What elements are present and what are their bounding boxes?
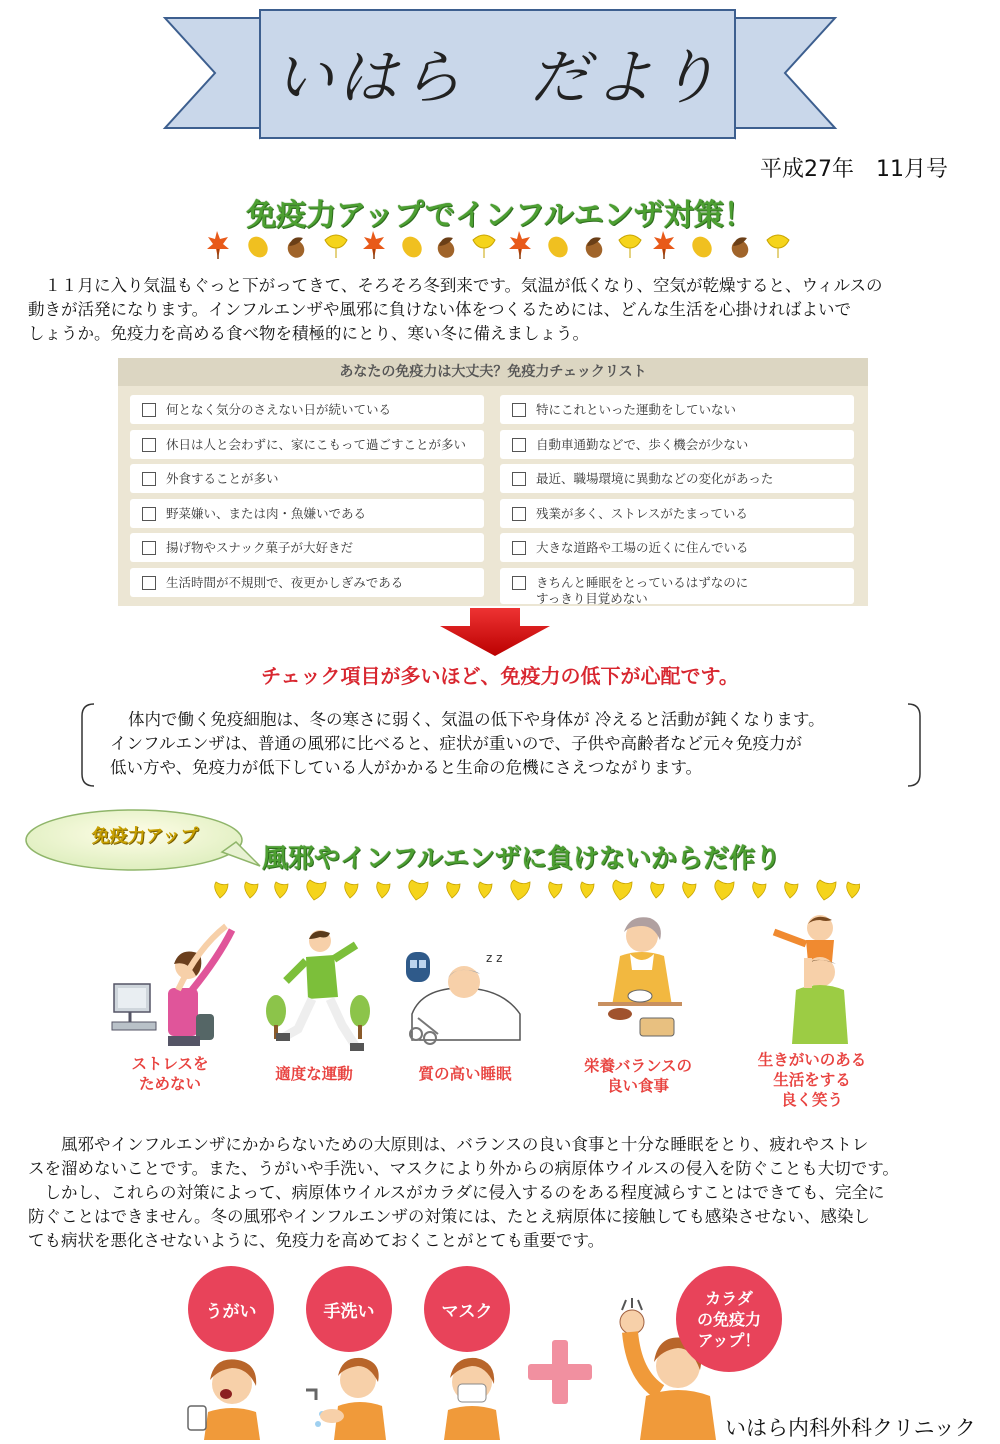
checkbox-icon[interactable] (142, 403, 156, 417)
checkbox-icon[interactable] (142, 507, 156, 521)
tip-label: ストレスを ためない (131, 1055, 209, 1093)
intro-line: 動きが活発になります。インフルエンザや風邪に負けない体をつくるためには、どんな生活を心掛ければよいで (28, 300, 852, 319)
red-down-arrow-icon (440, 608, 550, 656)
explanation-line: 低い方や、免疫力が低下している人がかかると生命の危機にさえつながります。 (110, 758, 703, 777)
immunity-checklist (118, 358, 868, 606)
acorn-icon (435, 235, 458, 260)
gargling-woman-illustration (186, 1350, 274, 1440)
acorn-icon (285, 235, 308, 260)
checklist-item[interactable]: 揚げ物やスナック菓子が大好きだ (130, 533, 484, 562)
checklist-item[interactable]: 休日は人と会わずに、家にこもって過ごすことが多い (130, 430, 484, 459)
issue-date: 平成27年 11月号 (760, 157, 948, 182)
section2-heading: 風邪やインフルエンザに負けないからだ作り (262, 844, 781, 874)
tip-label: 質の高い睡眠 (418, 1065, 512, 1083)
checklist-item[interactable]: 大きな道路や工場の近くに住んでいる (500, 533, 854, 562)
tip-label: 生きがいのある 生活をする 良く笑う (757, 1051, 867, 1109)
jogging-man-illustration (262, 925, 374, 1055)
checkbox-icon[interactable] (512, 541, 526, 555)
handwashing-woman-illustration (302, 1350, 394, 1440)
checklist-item[interactable]: 残業が多く、ストレスがたまっている (500, 499, 854, 528)
explanation-line: 体内で働く免疫細胞は、冬の寒さに弱く、気温の低下や身体が 冷えると活動が鈍くなります。 (128, 710, 825, 729)
checkbox-icon[interactable] (512, 438, 526, 452)
checklist-item[interactable]: 特にこれといった運動をしていない (500, 395, 854, 424)
ginkgo-leaf-icon (619, 235, 641, 258)
maple-leaf-icon (653, 231, 675, 259)
sleeping-man-illustration (402, 948, 524, 1048)
leaf-icon (688, 233, 715, 260)
maple-leaf-icon (207, 231, 229, 259)
ginkgo-leaf-border (210, 878, 860, 902)
checkbox-icon[interactable] (142, 438, 156, 452)
ginkgo-leaf-icon (767, 235, 789, 258)
ginkgo-leaf-icon (473, 235, 495, 258)
leaf-icon (244, 233, 271, 260)
eating-woman-illustration (590, 910, 690, 1050)
handwash-circle: 手洗い (306, 1266, 392, 1352)
checklist-item[interactable]: 野菜嫌い、または肉・魚嫌いである (130, 499, 484, 528)
checkbox-icon[interactable] (512, 403, 526, 417)
checklist-item[interactable]: 生活時間が不規則で、夜更かしぎみである (130, 568, 484, 597)
svg-text:z z: z z (486, 951, 503, 965)
maple-leaf-icon (509, 231, 531, 259)
plus-icon (528, 1340, 592, 1404)
checkbox-icon[interactable] (512, 507, 526, 521)
newsletter-title: いはら だより (273, 43, 722, 113)
checklist-right-column (500, 395, 854, 609)
maple-leaf-icon (363, 231, 385, 259)
gargle-circle: うがい (188, 1266, 274, 1352)
body-line: しかし、これらの対策によって、病原体ウイルスがカラダに侵入するのをある程度減らすことはできても、完全に (28, 1183, 885, 1202)
body-line: 風邪やインフルエンザにかからないための大原則は、バランスの良い食事と十分な睡眠をとり、疲れやストレ (28, 1135, 869, 1154)
checklist-title: あなたの免疫力は大丈夫？免疫力チェックリスト (118, 358, 868, 386)
ginkgo-leaf-icon (325, 235, 347, 258)
checklist-item[interactable]: 最近、職場環境に異動などの変化があった (500, 464, 854, 493)
body-line: ても病状を悪化させないように、免疫力を高めておくことがとても重要です。 (28, 1231, 605, 1250)
intro-paragraph (28, 274, 978, 346)
leaf-icon (544, 233, 571, 260)
bubble-label: 免疫力アップ (91, 826, 199, 847)
warning-text: チェック項目が多いほど、免疫力の低下が心配です。 (261, 664, 739, 688)
masked-woman-illustration (434, 1350, 510, 1440)
intro-line: しょうか。免疫力を高める食べ物を積極的にとり、寒い冬に備えましょう。 (28, 324, 589, 343)
tip-label: 栄養バランスの 良い食事 (583, 1057, 693, 1095)
stretching-woman-illustration (108, 918, 243, 1048)
acorn-icon (583, 235, 606, 260)
autumn-leaf-border (205, 230, 795, 260)
clinic-name: いはら内科外科クリニック (725, 1416, 976, 1440)
checkbox-icon[interactable] (142, 541, 156, 555)
checkbox-icon[interactable] (142, 472, 156, 486)
leaf-icon (398, 233, 425, 260)
checklist-left-column (130, 395, 484, 602)
checkbox-icon[interactable] (142, 576, 156, 590)
explanation-line: インフルエンザは、普通の風邪に比べると、症状が重いので、子供や高齢者など元々免疫力が (110, 734, 803, 753)
checkbox-icon[interactable] (512, 472, 526, 486)
intro-line: １１月に入り気温もぐっと下がってきて、そろそろ冬到来です。気温が低くなり、空気が乾燥すると、ウィルスの (28, 276, 883, 295)
body-line: 防ぐことはできません。冬の風邪やインフルエンザの対策には、たとえ病原体に接触しても感染させない、感染し (28, 1207, 870, 1226)
immunity-up-circle: カラダ の免疫力 アップ！ (676, 1266, 782, 1372)
checklist-item[interactable]: 外食することが多い (130, 464, 484, 493)
acorn-icon (729, 235, 752, 260)
body-line: スを溜めないことです。また、うがいや手洗い、マスクにより外からの病原体ウイルスの侵入を防ぐことも大切です。 (28, 1159, 899, 1178)
checklist-item[interactable]: 自動車通勤などで、歩く機会が少ない (500, 430, 854, 459)
father-child-illustration (768, 910, 868, 1048)
body-paragraph (28, 1133, 983, 1253)
explanation-paragraph (110, 708, 910, 780)
main-heading: 免疫力アップでインフルエンザ対策！ (246, 198, 754, 233)
checklist-item[interactable]: きちんと睡眠をとっているはずなのに すっきり目覚めない (500, 568, 854, 604)
checkbox-icon[interactable] (512, 576, 526, 590)
checklist-item[interactable]: 何となく気分のさえない日が続いている (130, 395, 484, 424)
mask-circle: マスク (424, 1266, 510, 1352)
tip-label: 適度な運動 (275, 1065, 353, 1083)
